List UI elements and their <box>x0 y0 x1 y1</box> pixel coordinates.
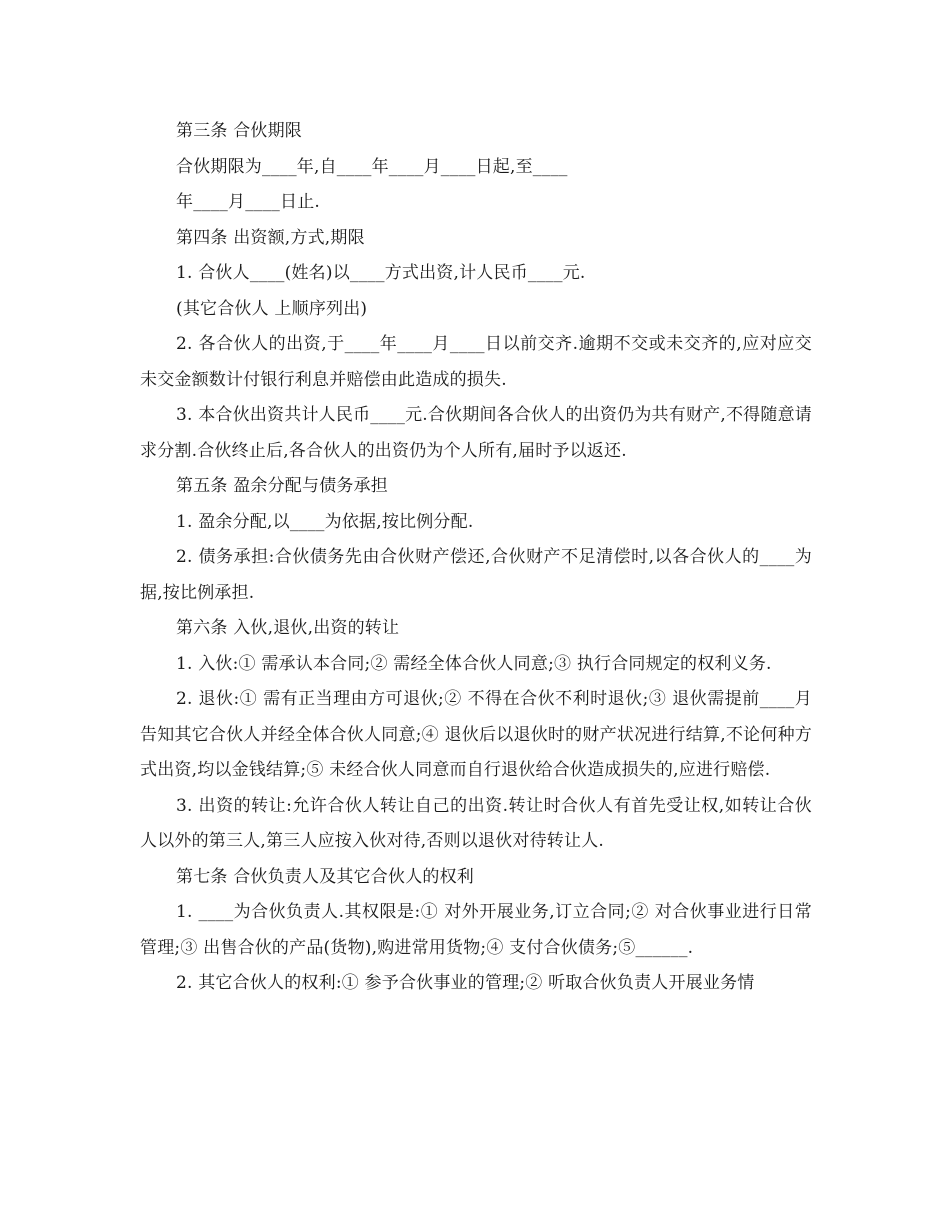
partner-rights-clause-2: 2. 其它合伙人的权利:① 参予合伙事业的管理;② 听取合伙负责人开展业务情 <box>176 973 755 993</box>
profit-clause-1: 1. 盈余分配,以____为依据,按比例分配. <box>176 511 474 532</box>
joining-clause-1: 1. 入伙:① 需承认本合同;② 需经全体合伙人同意;③ 执行合同规定的权利义务. <box>176 653 772 674</box>
manager-clause-1: 1. ____为合伙负责人.其权限是:① 对外开展业务,订立合同;② 对合伙事业进行日常管理;③ 出售合伙的产品(货物),购进常用货物;④ 支付合伙债务;⑤______. <box>140 902 812 958</box>
term-duration-line: 合伙期限为____年,自____年____月____日起,至____ <box>176 156 568 177</box>
term-end-line: 年____月____日止. <box>176 192 321 212</box>
withdrawal-clause-2: 2. 退伙:① 需有正当理由方可退伙;② 不得在合伙不利时退伙;③ 退伙需提前____月告知其它合伙人并经全体合伙人同意;④ 退伙后以退伙时的财产状况进行结算,不论何种方式出资,均以金钱结算;⑤ 未经合伙人同意而自行退伙给合伙造成损失的,应进行赔偿. <box>140 689 812 780</box>
contribution-clause-1: 1. 合伙人____(姓名)以____方式出资,计人民币____元. <box>176 263 586 283</box>
debt-clause-2: 2. 债务承担:合伙债务先由合伙财产偿还,合伙财产不足清偿时,以各合伙人的____为据,按比例承担. <box>140 547 812 603</box>
article-4-heading: 第四条 出资额,方式,期限 <box>176 227 365 248</box>
article-7-heading: 第七条 合伙负责人及其它合伙人的权利 <box>176 866 475 887</box>
contribution-note: (其它合伙人 上顺序列出) <box>176 298 368 319</box>
contribution-clause-2: 2. 各合伙人的出资,于____年____月____日以前交齐.逾期不交或未交齐的,应对应交未交金额数计付银行利息并赔偿由此造成的损失. <box>140 334 812 390</box>
article-6-heading: 第六条 入伙,退伙,出资的转让 <box>176 618 400 638</box>
contribution-clause-3: 3. 本合伙出资共计人民币____元.合伙期间各合伙人的出资仍为共有财产,不得随意请求分割.合伙终止后,各合伙人的出资仍为个人所有,届时予以返还. <box>140 405 812 461</box>
article-5-heading: 第五条 盈余分配与债务承担 <box>176 476 389 496</box>
article-3-heading: 第三条 合伙期限 <box>176 121 303 141</box>
transfer-clause-3: 3. 出资的转让:允许合伙人转让自己的出资.转让时合伙人有首先受让权,如转让合伙人以外的第三人,第三人应按入伙对待,否则以退伙对待转让人. <box>140 795 812 851</box>
document-body <box>140 114 812 1002</box>
